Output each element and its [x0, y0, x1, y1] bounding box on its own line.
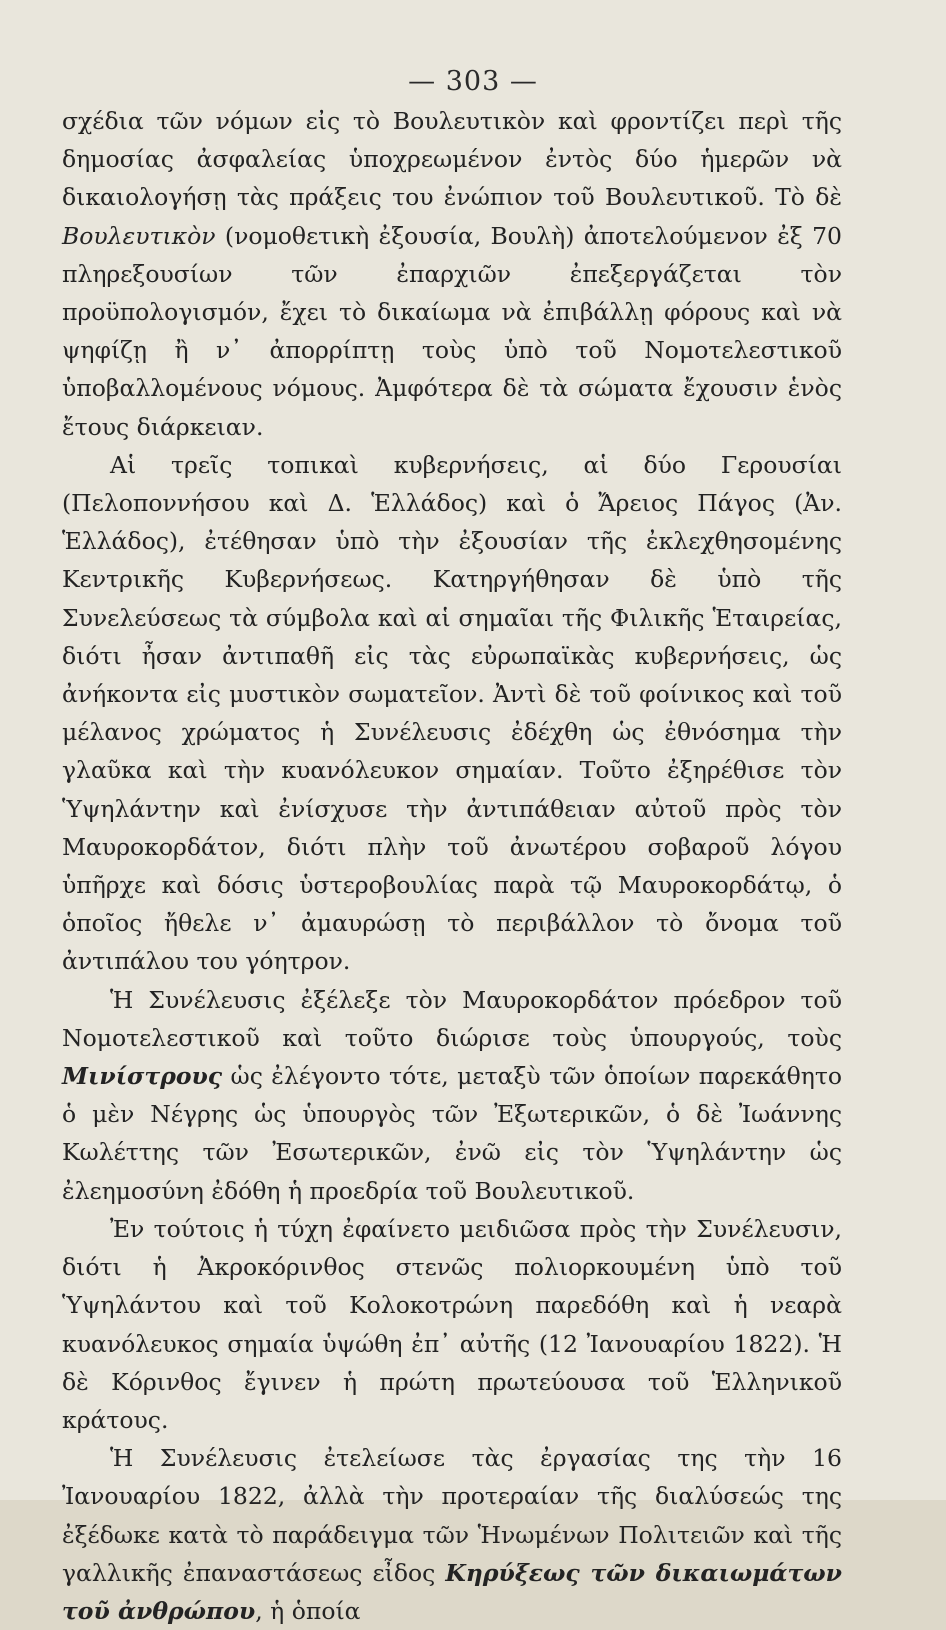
paragraph — [62, 102, 842, 446]
paragraph — [62, 446, 842, 981]
emphasized-term: Μινίστρους — [62, 1062, 223, 1091]
text-run: Ἡ Συνέλευσις ἐξέλεξε τὸν Μαυροκορδάτον πρόεδρον τοῦ Νομοτελεστικοῦ καὶ τοῦτο διώρισε τοὺς ὑπουργούς, τοὺς — [62, 985, 842, 1052]
page-number: — 303 — — [408, 66, 538, 97]
italic-phrase: Βουλευτικὸν — [62, 221, 216, 250]
body-text — [62, 102, 842, 1630]
text-run: σχέδια τῶν νόμων εἰς τὸ Βουλευτικὸν καὶ φροντίζει περὶ τῆς δημοσίας ἀσφαλείας ὑποχρεωμένον ἐντὸς δύο ἡμερῶν νὰ δικαιολογήσῃ τὰς πράξεις του ἐνώπιον τοῦ Βουλευτικοῦ. Τὸ δὲ — [62, 107, 842, 212]
text-run: ὡς ἐλέγοντο τότε, μεταξὺ τῶν ὁποίων παρεκάθητο ὁ μὲν Νέγρης ὡς ὑπουργὸς τῶν Ἐξωτερικῶν, ὁ δὲ Ἰωάννης Κωλέττης τῶν Ἐσωτερικῶν, ἐνῶ εἰς τὸν Ὑψηλάντην ὡς ἐλεημοσύνη ἐδόθη ἡ προεδρία τοῦ Βουλευτικοῦ. — [62, 1062, 842, 1205]
text-run: Ἐν τούτοις ἡ τύχη ἐφαίνετο μειδιῶσα πρὸς τὴν Συνέλευσιν, διότι ἡ Ἀκροκόρινθος στενῶς πολιορκουμένη ὑπὸ τοῦ Ὑψηλάντου καὶ τοῦ Κολοκοτρώνη παρεδόθη καὶ ἡ νεαρὰ κυανόλευκος σημαία ὑψώθη ἐπ᾽ αὐτῆς (12 Ἰανουαρίου 1822). Ἡ δὲ Κόρινθος ἔγινεν ἡ πρώτη πρωτεύουσα τοῦ Ἑλληνικοῦ κράτους. — [62, 1214, 842, 1434]
text-run: Αἱ τρεῖς τοπικαὶ κυβερνήσεις, αἱ δύο Γερουσίαι (Πελοποννήσου καὶ Δ. Ἑλλάδος) καὶ ὁ Ἄρειος Πάγος (Ἀν. Ἑλλάδος), ἐτέθησαν ὑπὸ τὴν ἐξουσίαν τῆς ἐκλεχθησομένης Κεντρικῆς Κυβερνήσεως. Κατηργήθησαν δὲ ὑπὸ τῆς Συνελεύσεως τὰ σύμβολα καὶ αἱ σημαῖαι τῆς Φιλικῆς Ἑταιρείας, διότι ἦσαν ἀντιπαθῆ εἰς τὰς εὐρωπαϊκὰς κυβερνήσεις, ὡς ἀνήκοντα εἰς μυστικὸν σωματεῖον. Ἀντὶ δὲ τοῦ φοίνικος καὶ τοῦ μέλανος χρώματος ἡ Συνέλευσις ἐδέχθη ὡς ἐθνόσημα τὴν γλαῦκα καὶ τὴν κυανόλευκον σημαίαν. Τοῦτο ἐξηρέθισε τὸν Ὑψηλάντην καὶ ἐνίσχυσε τὴν ἀντιπάθειαν αὐτοῦ πρὸς τὸν Μαυροκορδάτον, διότι πλὴν τοῦ ἀνωτέρου σοβαροῦ λόγου ὑπῆρχε καὶ δόσις ὑστεροβουλίας παρὰ τῷ Μαυροκορδάτῳ, ὁ ὁποῖος ἤθελε ν᾽ ἀμαυρώσῃ τὸ περιβάλλον τὸ ὄνομα τοῦ ἀντιπάλου του γόητρον. — [62, 450, 842, 976]
text-run: , ἡ ὁποία — [255, 1596, 361, 1625]
text-run: Ἡ Συνέλευσις ἐτελείωσε τὰς ἐργασίας της τὴν 16 Ἰανουαρίου 1822, ἀλλὰ τὴν προτεραίαν τῆς διαλύσεώς της ἐξέδωκε κατὰ τὸ παράδειγμα τῶν Ἡνωμένων Πολιτειῶν καὶ τῆς γαλλικῆς ἐπαναστάσεως εἶδος — [62, 1444, 842, 1587]
paragraph — [62, 981, 842, 1210]
text-run: (νομοθετικὴ ἐξουσία, Βουλὴ) ἀποτελούμενον ἐξ 70 πληρεξουσίων τῶν ἐπαρχιῶν ἐπεξεργάζεται τὸν προϋπολογισμόν, ἔχει τὸ δικαίωμα νὰ ἐπιβάλλῃ φόρους καὶ νὰ ψηφίζῃ ἢ ν᾽ ἀπορρίπτῃ τοὺς ὑπὸ τοῦ Νομοτελεστικοῦ ὑποβαλλομένους νόμους. Ἀμφότερα δὲ τὰ σώματα ἔχουσιν ἑνὸς ἔτους διάρκειαν. — [62, 221, 842, 441]
paragraph — [62, 1439, 842, 1630]
paragraph — [62, 1210, 842, 1439]
emphasized-term: Κηρύξεως τῶν δικαιωμάτων τοῦ ἀνθρώπου — [62, 1558, 842, 1625]
